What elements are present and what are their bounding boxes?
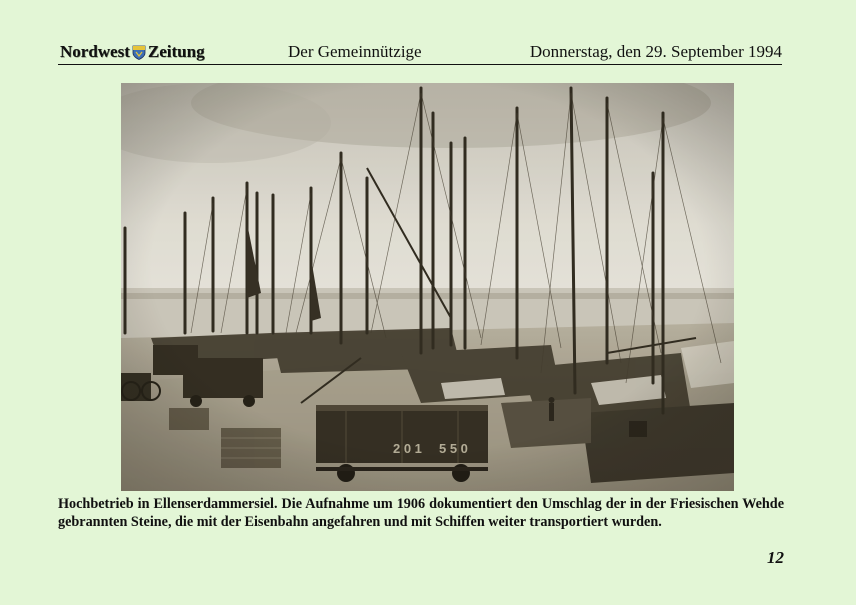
harbor-photo-illustration <box>121 83 734 491</box>
page-header <box>58 42 782 65</box>
issue-date: Donnerstag, den 29. September 1994 <box>529 42 782 61</box>
newspaper-masthead <box>60 42 205 62</box>
photo-caption: Hochbetrieb in Ellenserdammersiel. Die Aufnahme um 1906 dokumentiert den Umschlag der in der Friesischen Wehde gebrannten Steine, die mit der Eisenbahn angefahren und mit Schiffen weiter transportiert wurden. <box>58 496 784 530</box>
masthead-left-word: Nordwest <box>60 42 130 61</box>
masthead-right-word: Zeitung <box>147 42 205 61</box>
page-number: 12 <box>767 548 784 567</box>
section-title: Der Gemeinnützige <box>288 42 422 61</box>
historical-harbor-photo <box>121 83 734 491</box>
coat-of-arms-icon <box>132 45 146 60</box>
